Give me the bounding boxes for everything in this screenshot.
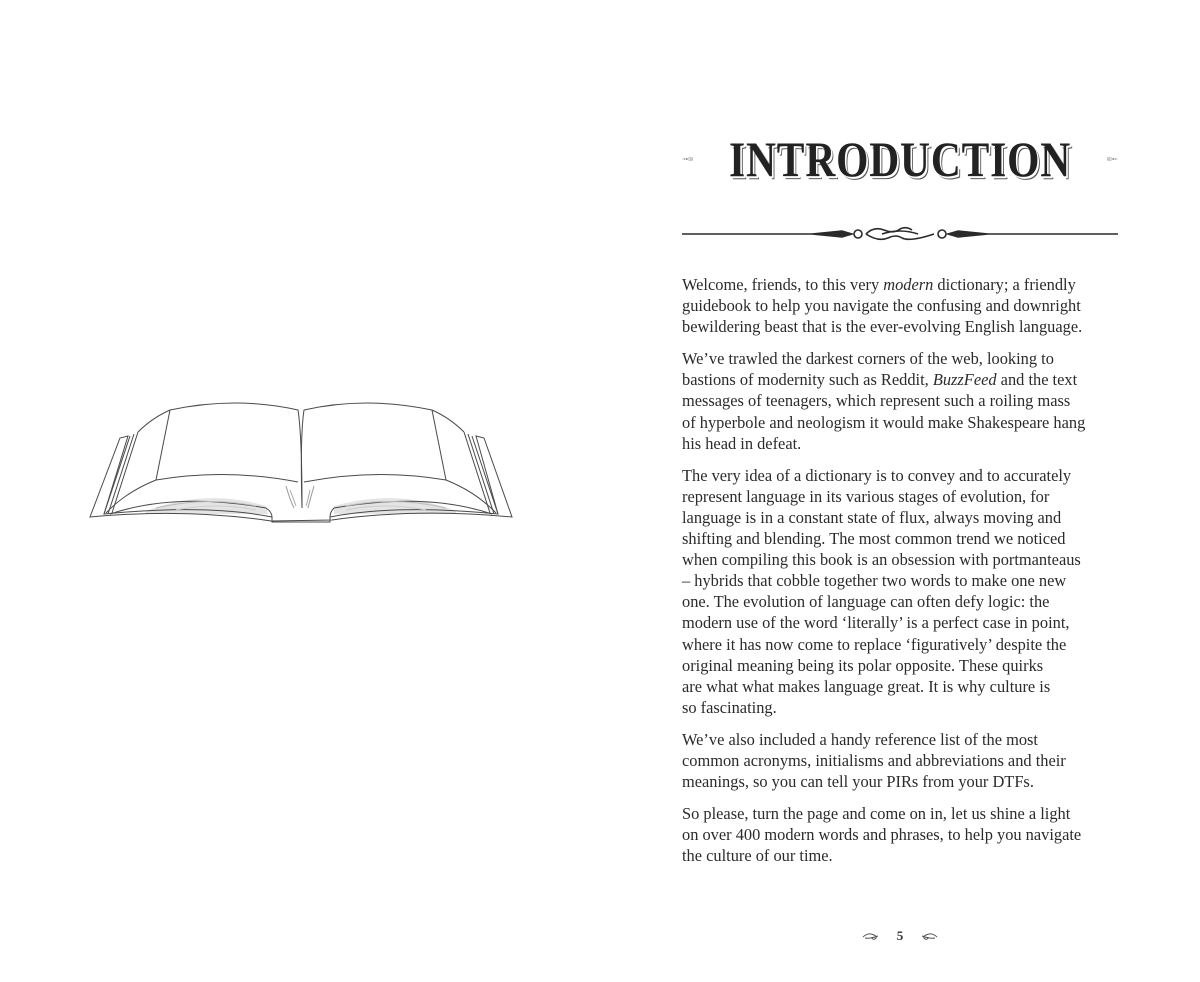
text-line: when compiling this book is an obsession with portmanteaus — [682, 550, 1081, 570]
text-line: the culture of our time. — [682, 846, 833, 866]
text-line: The very idea of a dictionary is to convey and to accurately — [682, 465, 1072, 485]
scroll-divider-icon — [682, 222, 1118, 246]
open-book-icon — [86, 396, 516, 526]
text-line: are what what makes language great. It is why culture is — [682, 676, 1051, 696]
text-line: – hybrids that cobble together two words to make one new — [682, 571, 1067, 591]
text-line: Welcome, friends, to this very modern dictionary; a friendly — [682, 275, 1076, 294]
text-line: shifting and blending. The most common trend we noticed — [682, 529, 1066, 549]
text-line: where it has now come to replace ‘figuratively’ despite the — [682, 634, 1067, 654]
text-line: one. The evolution of language can often defy logic: the — [682, 592, 1050, 612]
text-line: meanings, so you can tell your PIRs from your DTFs. — [682, 772, 1034, 792]
text-line: modern use of the word ‘literally’ is a perfect case in point, — [682, 613, 1070, 633]
leaf-flourish-icon — [862, 931, 880, 941]
paragraph — [682, 274, 1120, 337]
text-line: original meaning being its polar opposite. These quirks — [682, 655, 1044, 675]
text-line: his head in defeat. — [682, 433, 802, 453]
leaf-flourish-icon — [920, 931, 938, 941]
paragraph — [682, 348, 1120, 453]
page-number: 5 — [896, 928, 904, 943]
page-footer — [862, 926, 938, 946]
flourish-icon — [682, 144, 694, 174]
text-line: bewildering beast that is the ever-evolving English language. — [682, 317, 1083, 337]
text-line: common acronyms, initialisms and abbreviations and their — [682, 750, 1066, 770]
text-line: So please, turn the page and come on in, let us shine a light — [682, 804, 1071, 824]
text-line: We’ve trawled the darkest corners of the web, looking to — [682, 349, 1054, 369]
flourish-icon — [1106, 144, 1118, 174]
chapter-heading — [682, 128, 1118, 190]
introduction-body — [682, 274, 1120, 877]
paragraph — [682, 803, 1120, 866]
text-line: guidebook to help you navigate the confusing and downright — [682, 296, 1081, 316]
text-line: messages of teenagers, which represent such a roiling mass — [682, 391, 1071, 411]
text-line: represent language in its various stages of evolution, for — [682, 486, 1050, 506]
text-line: on over 400 modern words and phrases, to help you navigate — [682, 825, 1082, 845]
chapter-title: INTRODUCTION — [728, 131, 1072, 187]
text-line: bastions of modernity such as Reddit, BuzzFeed and the text — [682, 370, 1078, 390]
paragraph — [682, 465, 1120, 718]
text-line: of hyperbole and neologism it would make Shakespeare hang — [682, 412, 1086, 432]
paragraph — [682, 729, 1120, 792]
text-line: language is in a constant state of flux, always moving and — [682, 507, 1062, 527]
text-line: We’ve also included a handy reference list of the most — [682, 729, 1038, 749]
text-line: so fascinating. — [682, 697, 777, 717]
